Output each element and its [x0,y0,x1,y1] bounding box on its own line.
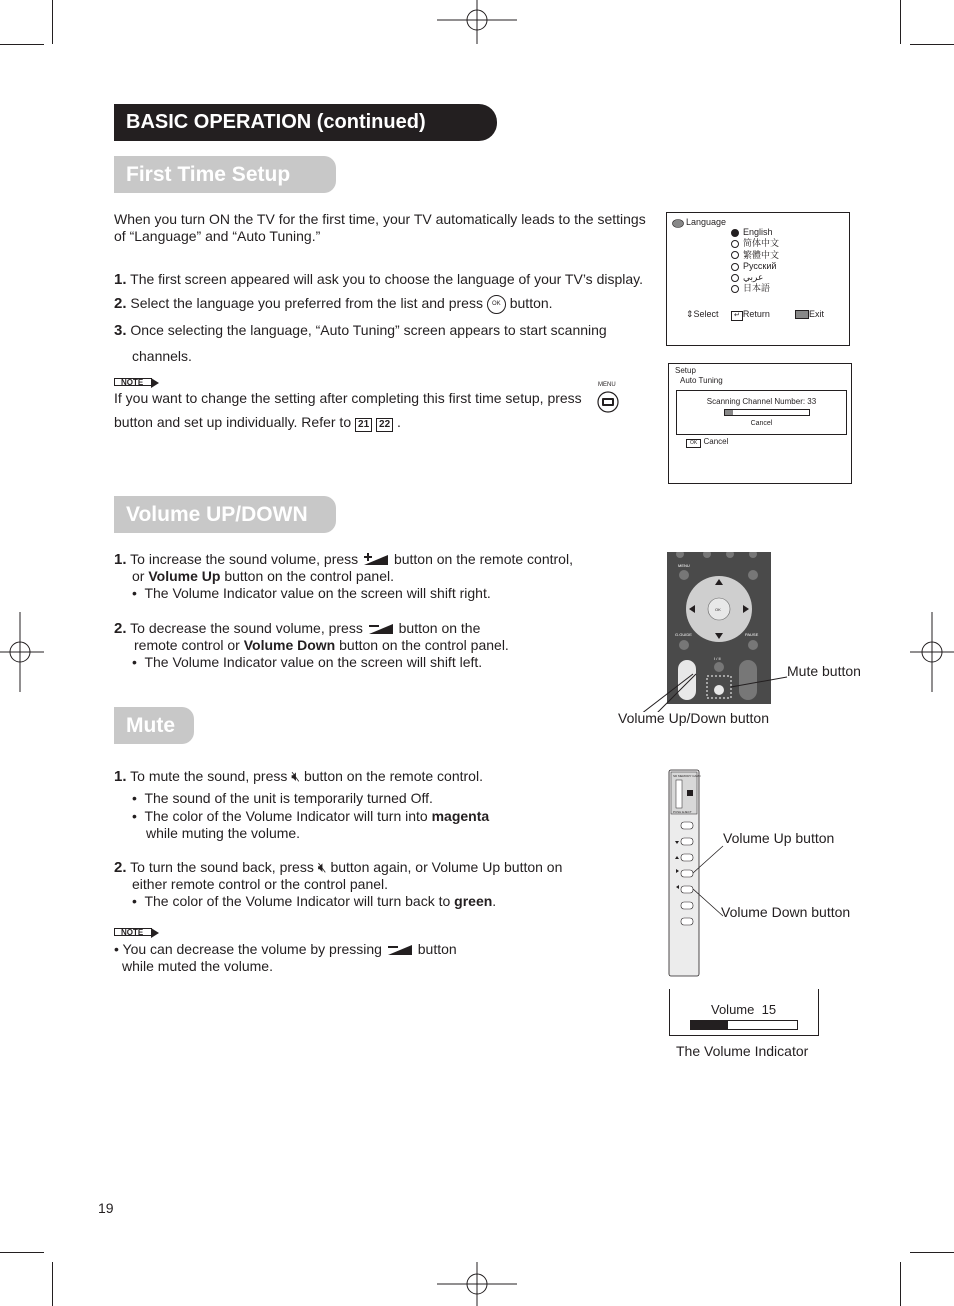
osd-select-hint: ⇕Select [686,309,719,319]
setup-step-1: 1. The first screen appeared will ask you to choose the language of your TV’s display. [114,271,644,288]
remote-i-ii-label: I / II [714,656,721,661]
scanning-label: Scanning Channel Number: 33 [706,397,817,406]
setup-title: Setup [675,366,696,375]
remote-guide-label: G.GUIDE [675,632,692,637]
panel-push-label: PUSH EJECT [673,810,692,814]
updown-arrows-icon: ⇕ [686,309,694,319]
language-option[interactable]: عربي [731,272,841,283]
language-option[interactable]: 日本語 [731,283,841,294]
volume-down-icon [367,622,395,636]
setup-step-3: 3. Once selecting the language, “Auto Tuning” screen appears to start scanning [114,322,607,339]
mute-bullet-2: • The color of the Volume Indicator will turn into magenta [132,808,490,824]
setup-step-3-cont: channels. [132,348,192,364]
page-ref-22: 22 [376,418,393,432]
ok-button-icon: OK [487,295,506,314]
remote-control-illustration [600,552,800,712]
registration-mark-left [0,612,44,692]
panel-memory-label: SD MEMORY CARD [673,774,701,778]
first-time-setup-heading: First Time Setup [114,156,336,193]
ok-key-icon: OK [686,439,701,448]
volume-indicator [669,989,819,1036]
volume-step-1-cont: or Volume Up button on the control panel. [132,568,394,584]
language-options [731,227,841,295]
volume-indicator-fill [691,1021,728,1029]
volume-updown-callout: Volume Up/Down button [618,710,769,726]
exit-icon [795,310,809,319]
scan-cancel-inner: Cancel [750,420,773,427]
menu-label: MENU [598,382,616,388]
note-badge: NOTE [114,378,152,386]
volume-heading: Volume UP/DOWN [114,496,336,533]
setup-note-line1: If you want to change the setting after completing this first time setup, press [114,390,582,406]
osd-exit-hint: Exit [795,309,824,319]
scan-progress-fill [725,410,733,415]
volume-indicator-text: Volume 15 [711,1002,777,1017]
mute-step-2-cont: either remote control or the control panel. [132,876,389,892]
volume-step-1-bullet: • The Volume Indicator value on the screen will shift right. [132,585,491,601]
language-option[interactable]: 繁體中文 [731,250,841,261]
volume-down-icon [386,943,414,957]
language-option[interactable]: English [731,227,841,238]
registration-mark-top [437,0,517,44]
globe-icon [672,219,684,228]
volume-indicator-bar [690,1020,798,1030]
osd-cancel-hint: OK Cancel [686,437,728,448]
mute-note-badge: NOTE [114,928,152,936]
page-number: 19 [98,1200,114,1216]
volume-step-2-bullet: • The Volume Indicator value on the screen will shift left. [132,654,483,670]
volume-down-callout: Volume Down button [721,904,851,920]
return-icon: ↵ [731,311,743,321]
mute-bullet-2-cont: while muting the volume. [146,825,301,841]
mute-bullet-1: • The sound of the unit is temporarily turned Off. [132,790,433,806]
menu-button-icon [597,391,619,413]
osd-return-hint: ↵ Return [731,309,770,321]
mute-heading: Mute [114,707,194,744]
registration-mark-bottom [437,1262,517,1306]
mute-note: • You can decrease the volume by pressing button [114,941,457,957]
page-title: BASIC OPERATION (continued) [114,104,497,141]
mute-note-cont: while muted the volume. [122,958,273,974]
mute-icon: 🔇︎ [291,768,301,784]
auto-tuning-title: Auto Tuning [680,376,723,385]
page-ref-21: 21 [355,418,372,432]
auto-tuning-osd [668,363,852,484]
setup-note-line2: button and set up individually. Refer to 21 22 . [114,414,401,430]
volume-step-2: 2. To decrease the sound volume, press button on the [114,620,481,637]
remote-ok-label: OK [715,607,721,612]
remote-menu-label: MENU [678,563,690,568]
remote-pause-label: PAUSE [745,632,759,637]
mute-step-1: 1. To mute the sound, press 🔇︎ button on the remote control. [114,768,483,785]
language-osd [666,212,850,346]
volume-up-callout: Volume Up button [723,830,835,846]
volume-indicator-caption: The Volume Indicator [676,1043,809,1059]
volume-up-icon [362,553,390,567]
scan-progress-bar [724,409,810,416]
mute-icon: 🔇︎ [317,859,327,875]
volume-step-1: 1. To increase the sound volume, press button on the remote control, [114,551,573,568]
scanning-box [676,390,847,435]
mute-button-callout: Mute button [787,663,861,679]
mute-bullet-3: • The color of the Volume Indicator will turn back to green. [132,893,497,909]
language-option[interactable]: Русский [731,261,841,272]
mute-step-2: 2. To turn the sound back, press 🔇︎ button again, or Volume Up button on [114,859,563,876]
language-osd-title: Language [686,217,727,227]
language-option[interactable]: 简体中文 [731,238,841,249]
setup-step-2: 2. Select the language you preferred from the list and press OK button. [114,295,553,313]
setup-intro: When you turn ON the TV for the first time, your TV automatically leads to the settings of “Language” and “Auto Tuning.” [114,211,646,244]
control-panel-illustration [665,768,725,980]
registration-mark-right [910,612,954,692]
volume-step-2-cont: remote control or Volume Down button on the control panel. [134,637,509,653]
